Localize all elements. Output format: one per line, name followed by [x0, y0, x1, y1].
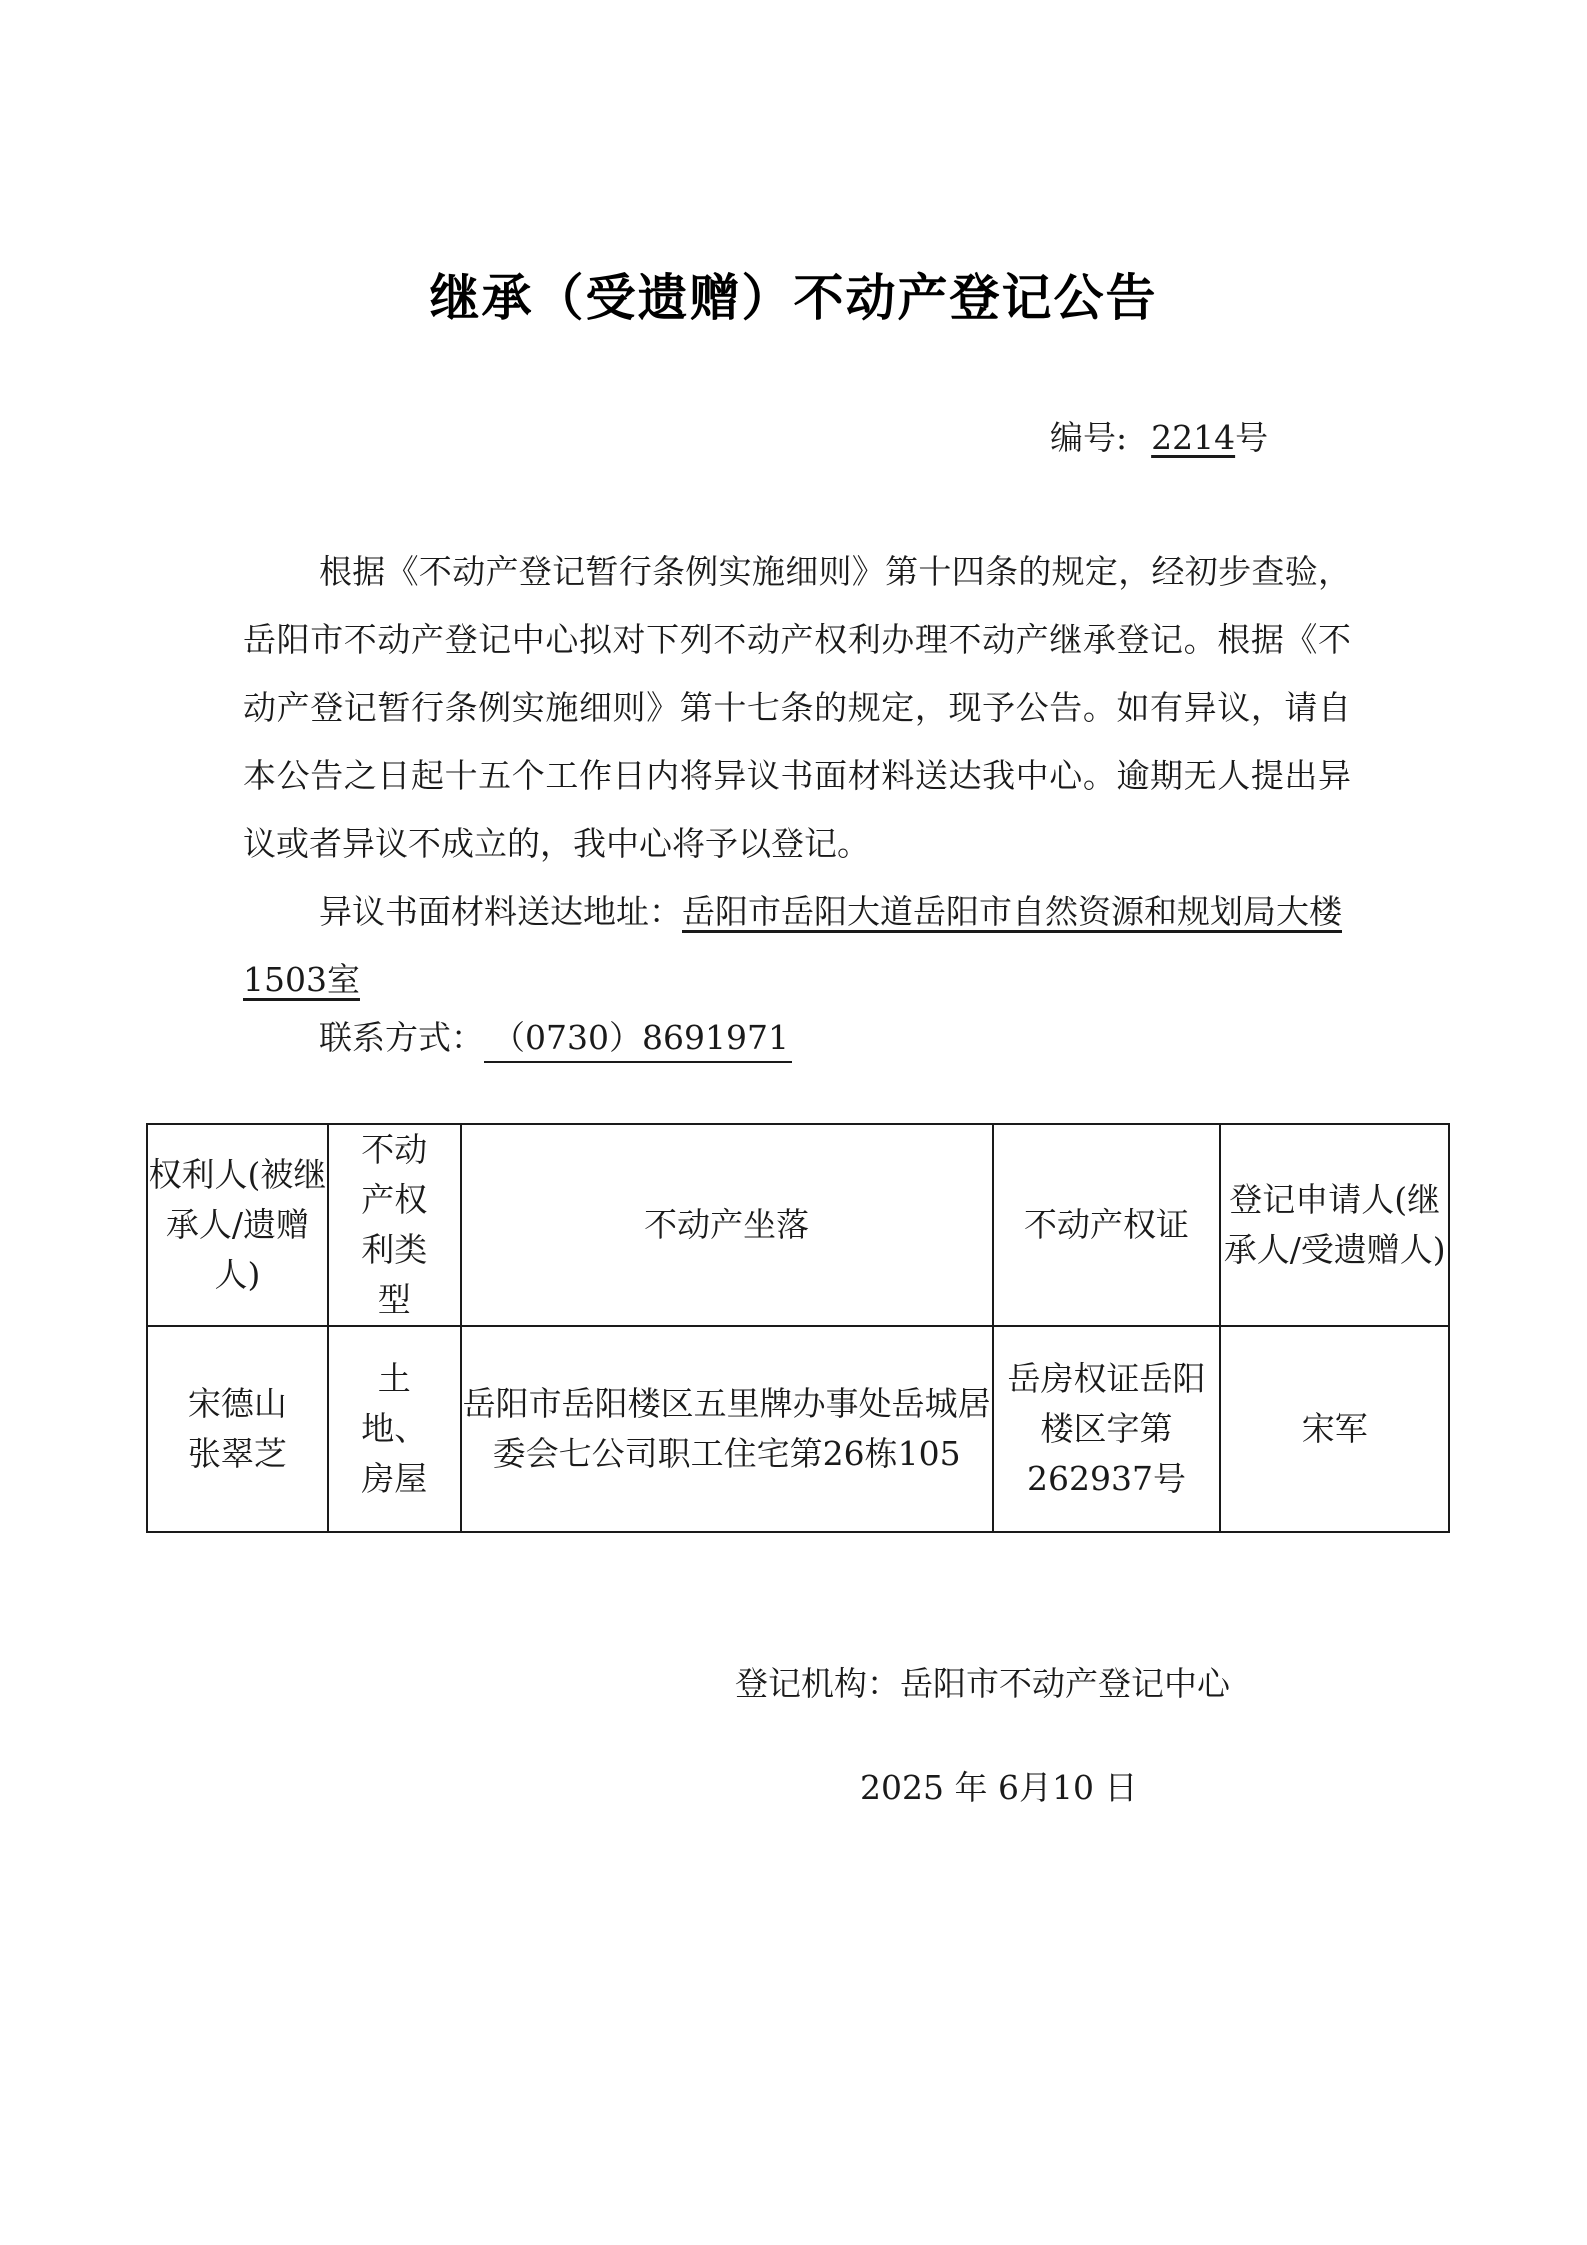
date-month-unit: 月 [1018, 1768, 1052, 1807]
announcement-body: 根据《不动产登记暂行条例实施细则》第十四条的规定，经初步查验，岳阳市不动产登记中心拟对下列不动产权利办理不动产继承登记。根据《不动产登记暂行条例实施细则》第十七条的规定，现予公告。如有异议，请自本公告之日起十五个工作日内将异议书面材料送达我中心。逾期无人提出异议或者异议不成立的，我中心将予以登记。 [243, 552, 1351, 863]
date-day-unit: 日 [1104, 1768, 1138, 1807]
contact-info [319, 1012, 792, 1063]
page-title: 继承（受遗赠）不动产登记公告 [429, 269, 1158, 327]
date-day: 10 [1051, 1768, 1094, 1807]
header-applicant: 登记申请人(继承人/受遗赠人) [1220, 1124, 1449, 1326]
document-number-suffix: 号 [1235, 418, 1269, 457]
agency-label: 登记机构： [735, 1664, 900, 1703]
objection-address-label: 异议书面材料送达地址： [319, 892, 682, 931]
cell-applicant: 宋军 [1220, 1326, 1449, 1532]
contact-phone: （0730）8691971 [484, 1015, 792, 1063]
agency-name: 岳阳市不动产登记中心 [900, 1664, 1230, 1703]
cell-certificate: 岳房权证岳阳楼区字第262937号 [993, 1326, 1221, 1532]
announcement-date [860, 1762, 1137, 1809]
document-number-label: 编号: [1050, 418, 1128, 457]
registration-agency [735, 1658, 1230, 1705]
document-number-value: 2214 [1151, 418, 1236, 457]
table-row [147, 1326, 1449, 1532]
document-number [1050, 412, 1268, 459]
header-right-type: 不动产权利类型 [328, 1124, 461, 1326]
date-month: 6 [997, 1768, 1019, 1807]
header-location: 不动产坐落 [461, 1124, 993, 1326]
cell-right-type: 土地、房屋 [328, 1326, 461, 1532]
objection-address-value: 岳阳市岳阳大道岳阳市自然资源和规划局大楼1503室 [243, 892, 1342, 999]
cell-owner: 宋德山 张翠芝 [147, 1326, 328, 1532]
table-header-row [147, 1124, 1449, 1326]
date-year: 2025 [860, 1768, 944, 1807]
property-table [146, 1123, 1450, 1533]
header-certificate: 不动产权证 [993, 1124, 1221, 1326]
cell-location: 岳阳市岳阳楼区五里牌办事处岳城居委会七公司职工住宅第26栋105 [461, 1326, 993, 1532]
contact-label: 联系方式： [319, 1018, 484, 1057]
objection-address [243, 878, 1351, 1014]
header-owner: 权利人(被继承人/遗赠人) [147, 1124, 328, 1326]
date-year-unit: 年 [954, 1768, 988, 1807]
